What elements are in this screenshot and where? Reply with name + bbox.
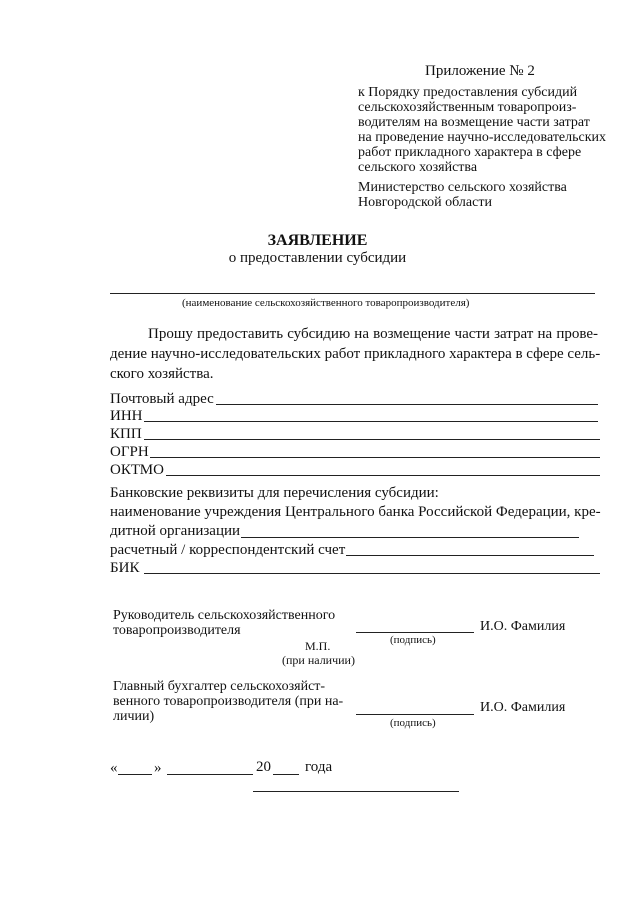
accountant-signature-caption: (подпись) xyxy=(390,717,436,729)
kpp-line[interactable] xyxy=(144,439,600,440)
request-line-3: ского хозяйства. xyxy=(110,366,214,382)
kpp-label: КПП xyxy=(110,426,142,442)
date-year-prefix: 20 xyxy=(256,759,271,775)
head-title-line-1: Руководитель сельскохозяйственного xyxy=(113,608,336,623)
accountant-signature-line[interactable] xyxy=(356,714,474,715)
appendix-line-4: на проведение научно-исследовательских xyxy=(358,130,607,145)
account-label: расчетный / корреспондентский счет xyxy=(110,542,346,558)
date-month-line[interactable] xyxy=(167,774,253,775)
producer-caption: (наименование сельскохозяйственного товаропроизводителя) xyxy=(182,297,470,309)
bottom-line xyxy=(253,791,459,792)
bik-label: БИК xyxy=(110,560,140,576)
bik-line[interactable] xyxy=(144,573,600,574)
stamp-label: М.П. xyxy=(305,639,331,653)
request-line-1: Прошу предоставить субсидию на возмещение части затрат на прове- xyxy=(148,326,598,342)
accountant-title-line-1: Главный бухгалтер сельскохозяйст- xyxy=(113,679,326,694)
appendix-line-6: сельского хозяйства xyxy=(358,160,478,175)
ogrn-label: ОГРН xyxy=(110,444,149,460)
stamp-note: (при наличии) xyxy=(282,653,355,667)
appendix-title: Приложение № 2 xyxy=(425,63,535,79)
account-line[interactable] xyxy=(346,555,594,556)
oktmo-label: ОКТМО xyxy=(110,462,164,478)
head-name: И.О. Фамилия xyxy=(480,619,566,634)
bank-line-1: наименование учреждения Центрального банка Российской Федерации, кре- xyxy=(110,504,601,520)
accountant-title-line-2: венного товаропроизводителя (при на- xyxy=(113,694,344,709)
ogrn-line[interactable] xyxy=(150,457,600,458)
inn-label: ИНН xyxy=(110,408,143,424)
appendix-line-2: сельскохозяйственным товаропроиз- xyxy=(358,100,577,115)
addressee-line-2: Новгородской области xyxy=(358,195,492,210)
document-subtitle: о предоставлении субсидии xyxy=(228,250,407,266)
request-line-2: дение научно-исследовательских работ прикладного характера в сфере сель- xyxy=(110,346,601,362)
appendix-line-3: водителям на возмещение части затрат xyxy=(358,115,590,130)
date-day-line[interactable] xyxy=(118,774,152,775)
head-signature-caption: (подпись) xyxy=(390,634,436,646)
date-open-quote: « xyxy=(110,760,118,776)
document-title: ЗАЯВЛЕНИЕ xyxy=(267,232,368,249)
producer-name-line xyxy=(110,293,595,294)
inn-line[interactable] xyxy=(144,421,598,422)
accountant-title-line-3: личии) xyxy=(113,709,155,724)
addressee-line-1: Министерство сельского хозяйства xyxy=(358,180,567,195)
appendix-line-5: работ прикладного характера в сфере xyxy=(358,145,582,160)
head-signature-line[interactable] xyxy=(356,632,474,633)
postal-address-label: Почтовый адрес xyxy=(110,391,214,407)
bank-name-line[interactable] xyxy=(241,537,579,538)
date-year-line[interactable] xyxy=(273,774,299,775)
oktmo-line[interactable] xyxy=(166,475,600,476)
postal-address-line[interactable] xyxy=(216,404,598,405)
appendix-line-1: к Порядку предоставления субсидий xyxy=(358,85,578,100)
bank-line-2: дитной организации xyxy=(110,523,241,539)
date-close-quote: » xyxy=(154,760,162,776)
head-title-line-2: товаропроизводителя xyxy=(113,623,241,638)
accountant-name: И.О. Фамилия xyxy=(480,700,566,715)
bank-heading: Банковские реквизиты для перечисления субсидии: xyxy=(110,485,439,501)
date-year-suffix: года xyxy=(305,759,333,775)
